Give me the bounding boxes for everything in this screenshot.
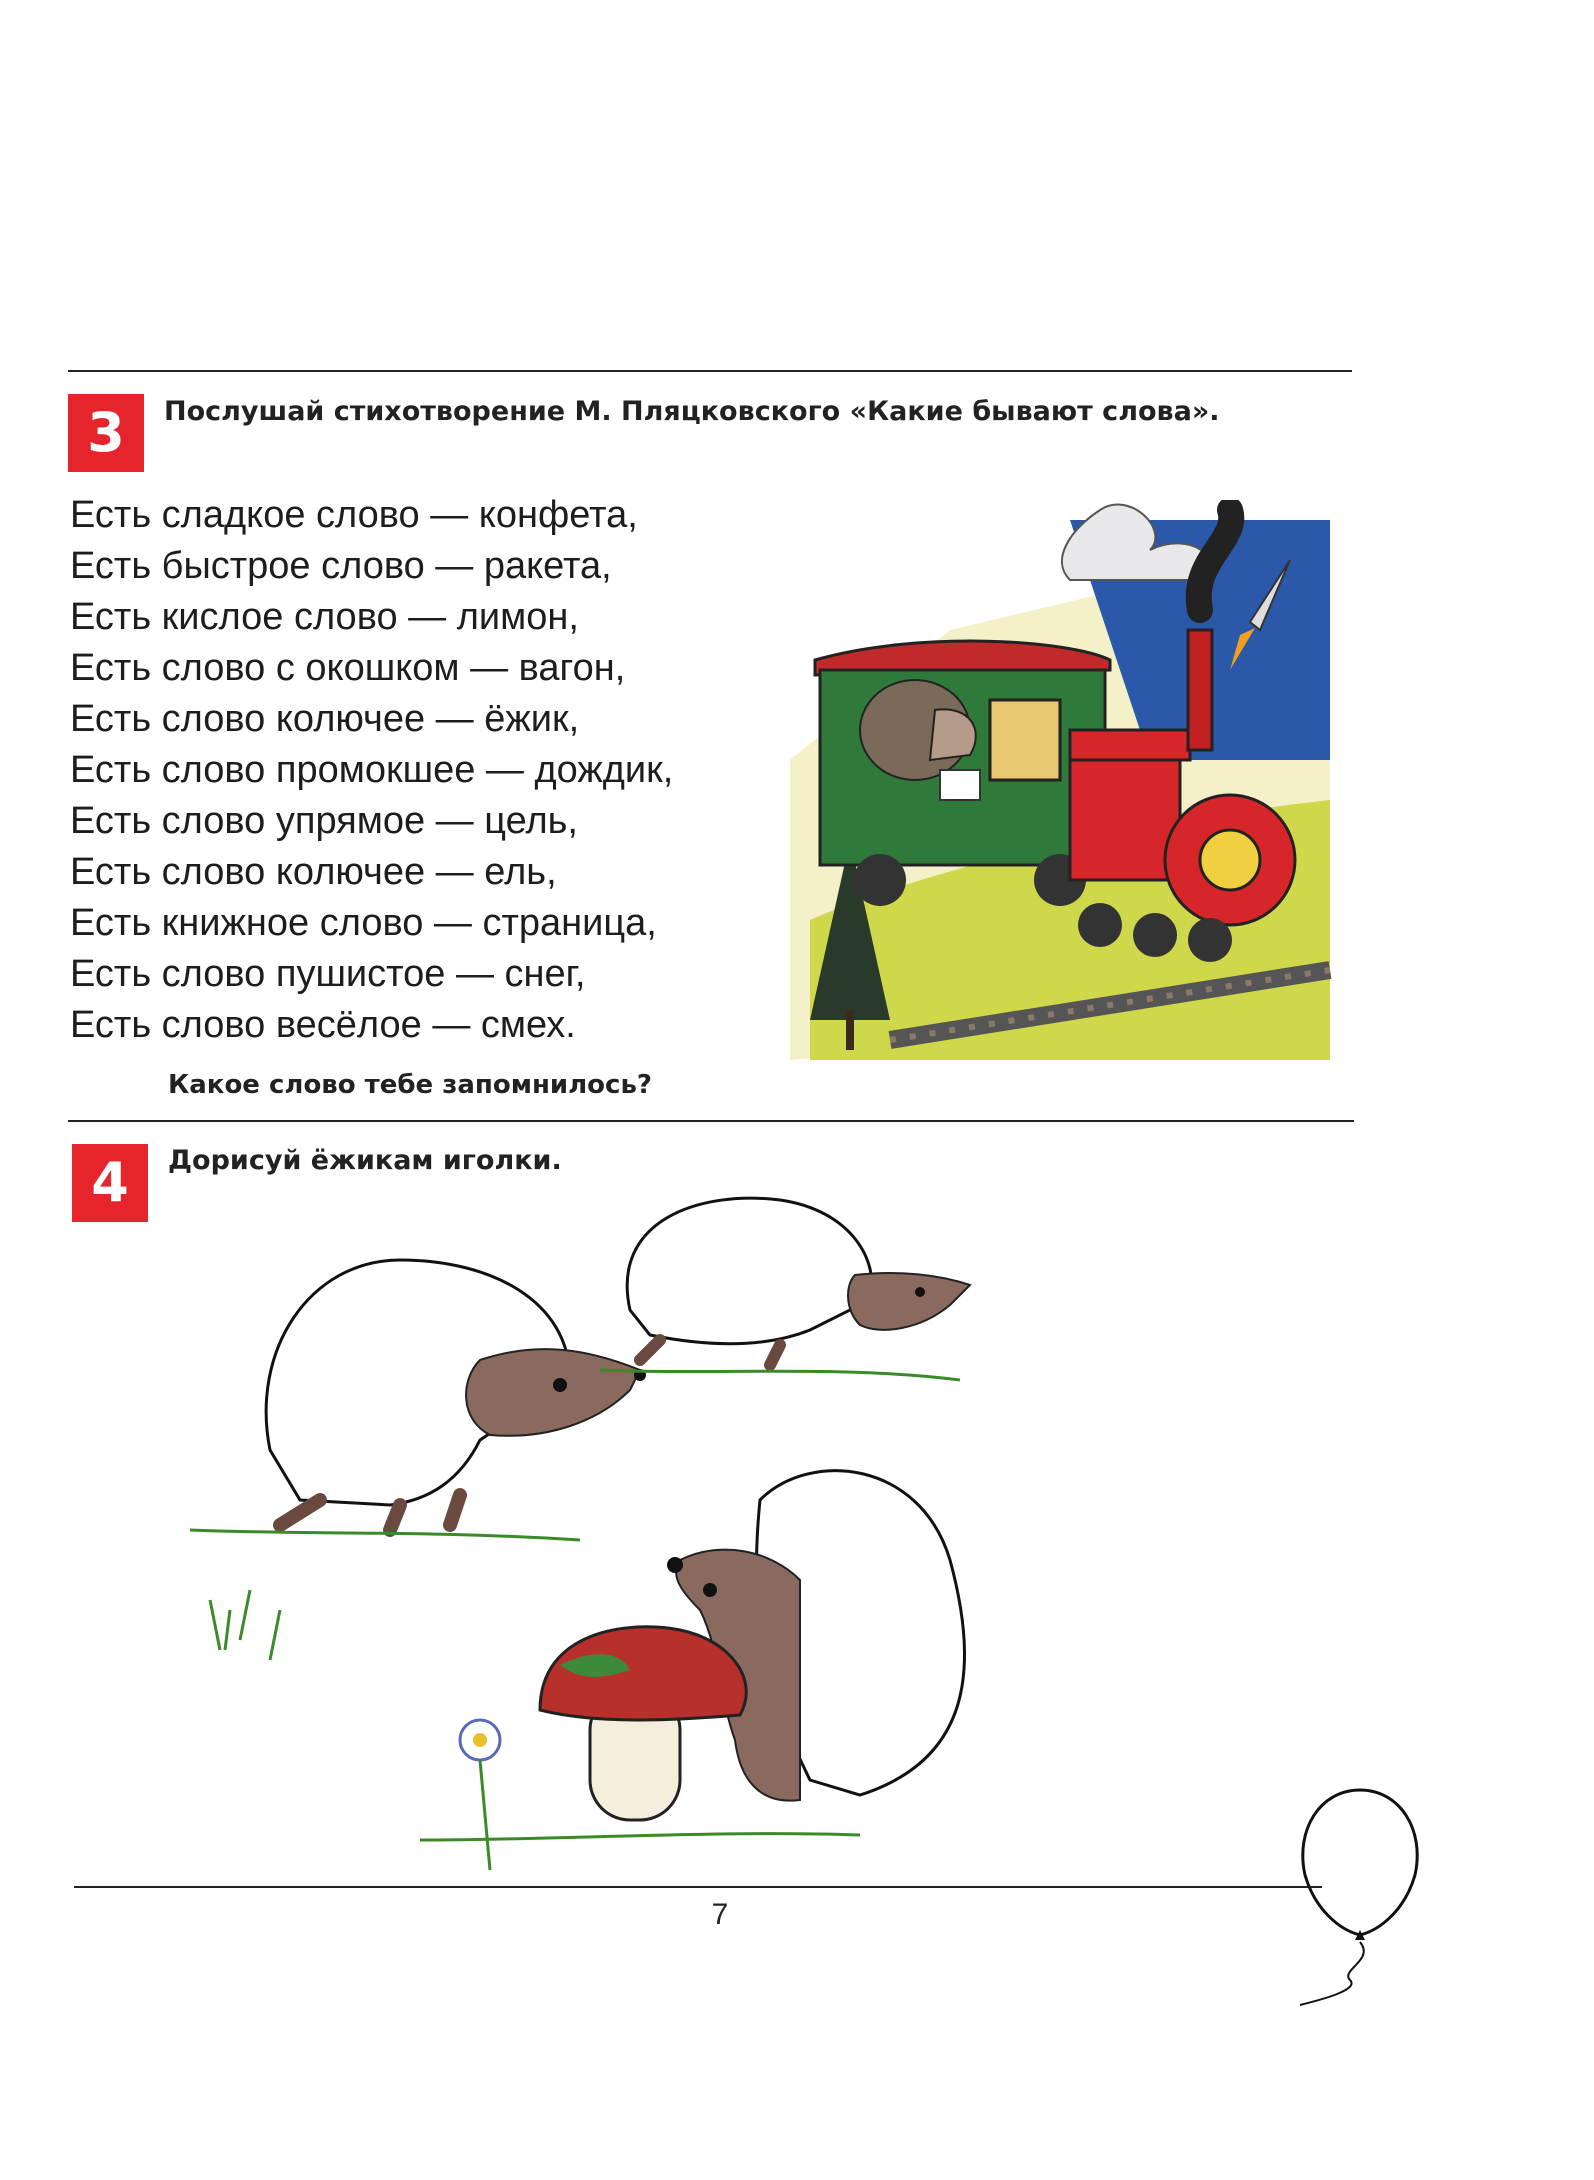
train-illustration [770,500,1360,1090]
top-rule [68,370,1352,372]
task-4-instruction: Дорисуй ёжикам иголки. [168,1145,562,1176]
poem-line: Есть слово колючее — ель, [70,851,557,893]
poem-line: Есть слово с окошком — вагон, [70,647,626,689]
task-3-question: Какое слово тебе запомнилось? [168,1070,652,1100]
poem-line: Есть слово колючее — ёжик, [70,698,580,740]
mushroom-icon [540,1627,746,1820]
middle-rule [68,1120,1354,1122]
poem-line: Есть быстрое слово — ракета, [70,545,612,587]
page-number: 7 [711,1898,729,1931]
hedgehog-with-mushroom [210,1471,965,1870]
balloon-icon [1280,1780,1440,2010]
bottom-rule [74,1886,1322,1888]
task-3-instruction: Послушай стихотворение М. Пляцковского «Какие бывают слова». [164,396,1220,427]
poem-line: Есть слово весёлое — смех. [70,1004,576,1046]
poem-line: Есть кислое слово — лимон, [70,596,579,638]
poem-line: Есть книжное слово — страница, [70,902,657,944]
task-4-badge: 4 [72,1144,148,1222]
hedgehog-outline-left [190,1260,646,1540]
task-3-badge: 3 [68,394,144,472]
flower-icon [460,1720,500,1870]
poem-line: Есть сладкое слово — конфета, [70,494,638,536]
hedgehog-outline-top [600,1198,970,1380]
hedgehogs-illustration [160,1180,1360,1880]
poem-line: Есть слово пушистое — снег, [70,953,586,995]
poem-line: Есть слово упрямое — цель, [70,800,578,842]
poem [70,490,673,1051]
poem-line: Есть слово промокшее — дождик, [70,749,674,791]
